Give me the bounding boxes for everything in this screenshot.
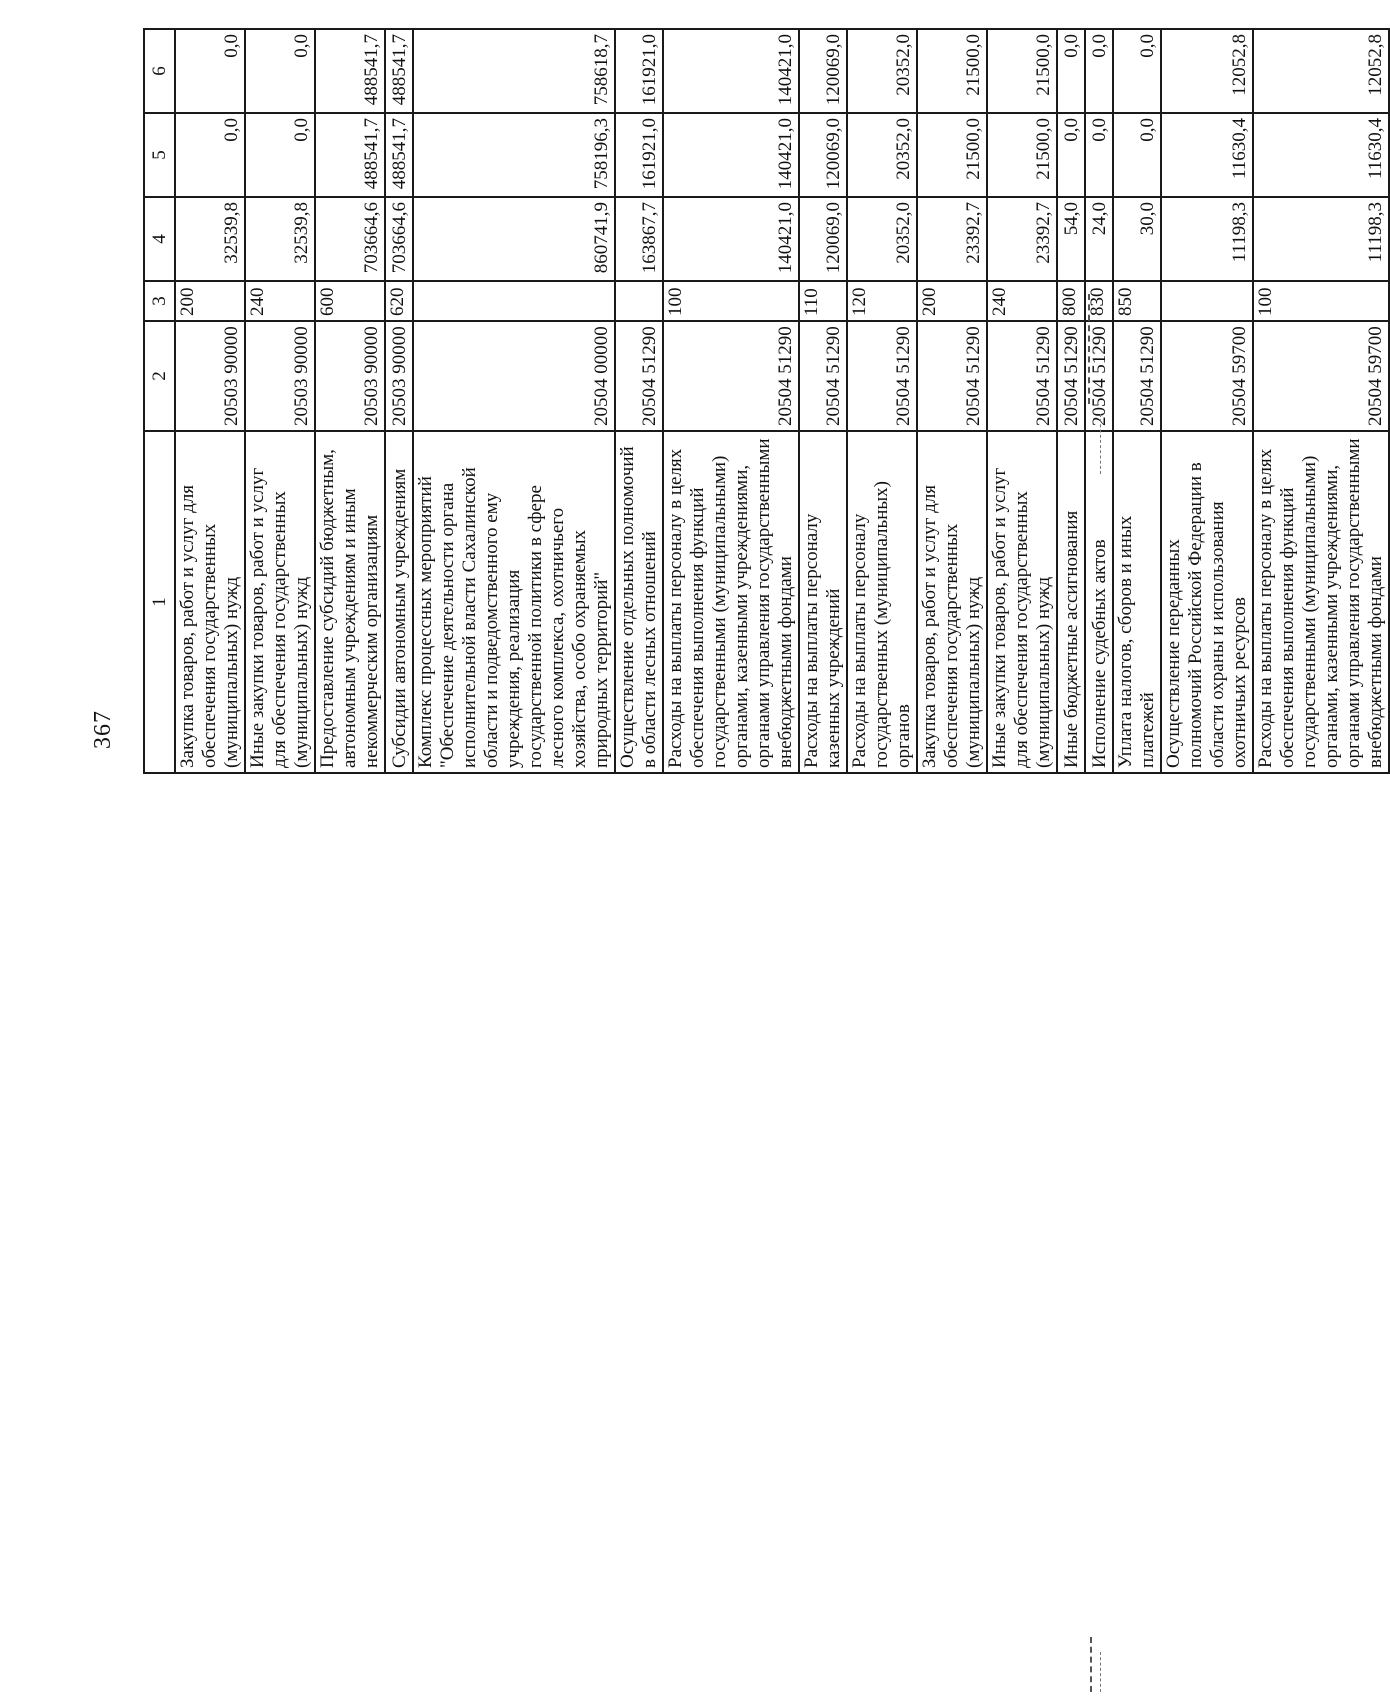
expense-type-code: 850 — [1113, 281, 1161, 321]
amount-col-6: 0,0 — [1057, 29, 1085, 113]
scan-artifact — [1100, 1652, 1101, 1692]
amount-col-6: 120069,0 — [799, 29, 847, 113]
expense-type-code: 620 — [385, 281, 413, 321]
amount-col-4: 163867,7 — [615, 197, 663, 281]
budget-code: 20504 51290 — [799, 321, 847, 431]
table-row — [413, 29, 615, 773]
amount-col-4: 11198,3 — [1161, 197, 1253, 281]
amount-col-6: 0,0 — [245, 29, 315, 113]
amount-col-6: 21500,0 — [987, 29, 1057, 113]
expense-type-code: 200 — [917, 281, 987, 321]
row-label: Иные закупки товаров, работ и услуг для обеспечения государственных (муниципальных) нужд — [987, 431, 1057, 773]
amount-col-5: 0,0 — [1085, 113, 1113, 197]
row-label: Расходы на выплаты персоналу в целях обеспечения выполнения функций государственными (муниципальными) органами, казенными учреждениями, органами управления государственными внебюджетными фондами — [1253, 431, 1389, 773]
expense-type-code — [615, 281, 663, 321]
amount-col-4: 23392,7 — [987, 197, 1057, 281]
expense-type-code: 240 — [245, 281, 315, 321]
amount-col-4: 11198,3 — [1253, 197, 1389, 281]
scan-artifact — [1088, 294, 1090, 404]
amount-col-4: 54,0 — [1057, 197, 1085, 281]
amount-col-5: 20352,0 — [847, 113, 917, 197]
amount-col-4: 32539,8 — [245, 197, 315, 281]
row-label: Комплекс процессных мероприятий "Обеспечение деятельности органа исполнительной власти Сахалинской области и подведомственного ему учреждения, реализация государственной политики в сфере лесного комплекса, охотничьего хозяйства, особо охраняемых природных территорий" — [413, 431, 615, 773]
amount-col-6: 12052,8 — [1161, 29, 1253, 113]
expense-type-code: 110 — [799, 281, 847, 321]
amount-col-6: 758618,7 — [413, 29, 615, 113]
budget-code: 20504 51290 — [917, 321, 987, 431]
column-header: 4 — [144, 197, 175, 281]
amount-col-5: 488541,7 — [315, 113, 385, 197]
expense-type-code: 100 — [663, 281, 799, 321]
expense-type-code: 830 — [1085, 281, 1113, 321]
expense-type-code: 200 — [175, 281, 245, 321]
amount-col-5: 0,0 — [175, 113, 245, 197]
row-label: Расходы на выплаты персоналу казенных учреждений — [799, 431, 847, 773]
table-row — [1113, 29, 1161, 773]
amount-col-6: 20352,0 — [847, 29, 917, 113]
table-row — [315, 29, 385, 773]
budget-code: 20504 00000 — [413, 321, 615, 431]
amount-col-4: 20352,0 — [847, 197, 917, 281]
table-row — [917, 29, 987, 773]
budget-code: 20504 51290 — [663, 321, 799, 431]
column-header: 6 — [144, 29, 175, 113]
budget-code: 20504 51290 — [615, 321, 663, 431]
expense-type-code: 600 — [315, 281, 385, 321]
row-label: Исполнение судебных актов — [1085, 431, 1113, 773]
amount-col-6: 0,0 — [1113, 29, 1161, 113]
scan-artifact — [1090, 1637, 1092, 1692]
amount-col-5: 120069,0 — [799, 113, 847, 197]
scan-artifact — [1100, 414, 1101, 474]
budget-code: 20504 51290 — [847, 321, 917, 431]
table-row — [987, 29, 1057, 773]
expense-type-code: 800 — [1057, 281, 1085, 321]
table-row — [799, 29, 847, 773]
page-number: 367 — [90, 710, 116, 749]
budget-code: 20504 51290 — [1113, 321, 1161, 431]
amount-col-5: 21500,0 — [917, 113, 987, 197]
amount-col-4: 120069,0 — [799, 197, 847, 281]
table-row — [1253, 29, 1389, 773]
row-label: Предоставление субсидий бюджетным, автономным учреждениям и иным некоммерческим организациям — [315, 431, 385, 773]
budget-code: 20503 90000 — [175, 321, 245, 431]
budget-table — [143, 28, 1390, 774]
amount-col-5: 758196,3 — [413, 113, 615, 197]
expense-type-code: 240 — [987, 281, 1057, 321]
column-header: 1 — [144, 431, 175, 773]
amount-col-6: 488541,7 — [385, 29, 413, 113]
table-row — [1161, 29, 1253, 773]
amount-col-5: 488541,7 — [385, 113, 413, 197]
row-label: Расходы на выплаты персоналу государственных (муниципальных) органов — [847, 431, 917, 773]
amount-col-5: 0,0 — [245, 113, 315, 197]
budget-code: 20503 90000 — [245, 321, 315, 431]
row-label: Иные закупки товаров, работ и услуг для обеспечения государственных (муниципальных) нужд — [245, 431, 315, 773]
amount-col-5: 21500,0 — [987, 113, 1057, 197]
amount-col-4: 140421,0 — [663, 197, 799, 281]
table-row — [175, 29, 245, 773]
amount-col-6: 21500,0 — [917, 29, 987, 113]
column-header: 3 — [144, 281, 175, 321]
table-body — [144, 29, 1389, 773]
table-row — [663, 29, 799, 773]
budget-code: 20504 59700 — [1253, 321, 1389, 431]
amount-col-4: 703664,6 — [315, 197, 385, 281]
amount-col-4: 860741,9 — [413, 197, 615, 281]
row-label: Закупка товаров, работ и услуг для обеспечения государственных (муниципальных) нужд — [917, 431, 987, 773]
table-row — [847, 29, 917, 773]
amount-col-6: 161921,0 — [615, 29, 663, 113]
amount-col-5: 11630,4 — [1253, 113, 1389, 197]
budget-code: 20504 59700 — [1161, 321, 1253, 431]
expense-type-code — [413, 281, 615, 321]
amount-col-6: 0,0 — [1085, 29, 1113, 113]
column-header: 5 — [144, 113, 175, 197]
row-label: Осуществление переданных полномочий Российской Федерации в области охраны и использования охотничьих ресурсов — [1161, 431, 1253, 773]
row-label: Иные бюджетные ассигнования — [1057, 431, 1085, 773]
amount-col-6: 140421,0 — [663, 29, 799, 113]
amount-col-5: 0,0 — [1113, 113, 1161, 197]
expense-type-code: 100 — [1253, 281, 1389, 321]
table-row — [385, 29, 413, 773]
amount-col-4: 32539,8 — [175, 197, 245, 281]
expense-type-code: 120 — [847, 281, 917, 321]
table-row — [245, 29, 315, 773]
row-label: Расходы на выплаты персоналу в целях обеспечения выполнения функций государственными (муниципальными) органами, казенными учреждениями, органами управления государственными внебюджетными фондами — [663, 431, 799, 773]
amount-col-6: 0,0 — [175, 29, 245, 113]
budget-code: 20503 90000 — [315, 321, 385, 431]
row-label: Осуществление отдельных полномочий в области лесных отношений — [615, 431, 663, 773]
amount-col-4: 24,0 — [1085, 197, 1113, 281]
amount-col-4: 30,0 — [1113, 197, 1161, 281]
amount-col-5: 0,0 — [1057, 113, 1085, 197]
row-label: Субсидии автономным учреждениям — [385, 431, 413, 773]
row-label: Закупка товаров, работ и услуг для обеспечения государственных (муниципальных) нужд — [175, 431, 245, 773]
table-header-row — [144, 29, 175, 773]
budget-code: 20503 90000 — [385, 321, 413, 431]
budget-code: 20504 51290 — [1057, 321, 1085, 431]
amount-col-5: 11630,4 — [1161, 113, 1253, 197]
amount-col-4: 703664,6 — [385, 197, 413, 281]
amount-col-5: 140421,0 — [663, 113, 799, 197]
amount-col-6: 12052,8 — [1253, 29, 1389, 113]
budget-code: 20504 51290 — [987, 321, 1057, 431]
budget-code: 20504 51290 — [1085, 321, 1113, 431]
amount-col-5: 161921,0 — [615, 113, 663, 197]
table-row — [615, 29, 663, 773]
amount-col-4: 23392,7 — [917, 197, 987, 281]
column-header: 2 — [144, 321, 175, 431]
table-row — [1057, 29, 1085, 773]
row-label: Уплата налогов, сборов и иных платежей — [1113, 431, 1161, 773]
amount-col-6: 488541,7 — [315, 29, 385, 113]
expense-type-code — [1161, 281, 1253, 321]
